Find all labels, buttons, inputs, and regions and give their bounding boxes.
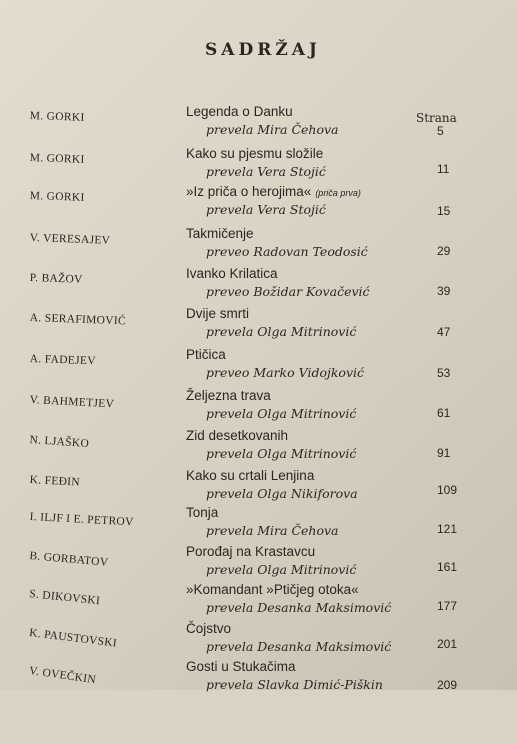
toc-work-title-text: Gosti u Stukačima bbox=[186, 659, 296, 674]
toc-page-number: 109 bbox=[437, 483, 458, 497]
toc-work-title bbox=[186, 184, 361, 199]
toc-work-title bbox=[186, 104, 293, 119]
toc-translator: preveo Marko Vidojković bbox=[206, 365, 365, 380]
page-title: SADRŽAJ bbox=[205, 40, 321, 60]
toc-translator: prevela Desanka Maksimović bbox=[206, 600, 392, 615]
toc-work-title-text: Takmičenje bbox=[186, 226, 254, 241]
toc-translator: preveo Radovan Teodosić bbox=[206, 244, 368, 259]
page-column-label: Strana bbox=[416, 111, 457, 125]
toc-page-number: 39 bbox=[437, 284, 451, 298]
toc-work-title-text: Tonja bbox=[186, 505, 219, 520]
toc-work-title bbox=[186, 582, 359, 597]
toc-translator: prevela Olga Mitrinović bbox=[206, 324, 357, 339]
toc-author: M. GORKI bbox=[29, 152, 85, 166]
toc-work-title bbox=[186, 306, 249, 321]
toc-work-title bbox=[186, 505, 218, 520]
toc-page-number: 201 bbox=[437, 637, 458, 651]
toc-work-title-text: »Komandant »Ptičjeg otoka« bbox=[186, 582, 359, 597]
toc-work-title-text: Kako su pjesmu složile bbox=[186, 146, 324, 161]
toc-translator: prevela Slavka Dimić-Piškin bbox=[206, 677, 383, 692]
toc-author: N. LJAŠKO bbox=[29, 434, 90, 451]
toc-work-title-text: Dvije smrti bbox=[186, 306, 249, 321]
toc-page-number: 209 bbox=[437, 678, 458, 692]
toc-page-number: 53 bbox=[437, 366, 451, 380]
toc-work-note: (priča prva) bbox=[315, 188, 361, 198]
toc-page-number: 29 bbox=[437, 244, 451, 258]
toc-author: K. PAUSTOVSKI bbox=[28, 627, 118, 650]
toc-author: V. BAHMETJEV bbox=[29, 394, 115, 411]
toc-author: A. SERAFIMOVIĆ bbox=[29, 312, 127, 328]
toc-page-number: 177 bbox=[437, 599, 458, 613]
toc-work-title bbox=[186, 428, 288, 443]
toc-translator: prevela Olga Nikiforova bbox=[206, 486, 358, 501]
toc-work-title-text: Kako su crtali Lenjina bbox=[186, 468, 315, 483]
toc-author: V. VERESAJEV bbox=[29, 232, 111, 247]
toc-work-title bbox=[186, 226, 254, 241]
toc-work-title bbox=[186, 388, 271, 403]
toc-work-title-text: Legenda o Danku bbox=[186, 104, 293, 119]
toc-work-title-text: Porođaj na Krastavcu bbox=[186, 544, 316, 559]
toc-translator: prevela Mira Čehova bbox=[206, 122, 339, 137]
toc-translator: prevela Vera Stojić bbox=[206, 202, 326, 217]
toc-author: K. FEĐIN bbox=[29, 474, 81, 489]
toc-page-number: 161 bbox=[437, 560, 458, 574]
toc-page-number: 121 bbox=[437, 522, 458, 536]
toc-author: B. GORBATOV bbox=[28, 550, 109, 569]
toc-page-number: 47 bbox=[437, 325, 451, 339]
toc-translator: prevela Mira Čehova bbox=[206, 523, 339, 538]
toc-work-title-text: Ivanko Krilatica bbox=[186, 266, 278, 281]
toc-work-title bbox=[186, 468, 314, 483]
toc-work-title-text: Ptičica bbox=[186, 347, 226, 362]
toc-work-title bbox=[186, 544, 315, 559]
toc-work-title-text: Čojstvo bbox=[186, 621, 232, 636]
toc-page-number: 5 bbox=[437, 124, 444, 138]
toc-translator: prevela Olga Mitrinović bbox=[206, 562, 357, 577]
toc-work-title bbox=[186, 659, 296, 674]
toc-page-number: 61 bbox=[437, 406, 451, 420]
toc-translator: prevela Olga Mitrinović bbox=[206, 406, 357, 421]
toc-author: V. OVEČKIN bbox=[28, 665, 97, 687]
toc-translator: preveo Božidar Kovačević bbox=[206, 284, 370, 299]
toc-work-title bbox=[186, 146, 323, 161]
toc-work-title-text: »Iz priča o herojima« bbox=[186, 184, 312, 199]
toc-translator: prevela Desanka Maksimović bbox=[206, 639, 392, 654]
toc-author: S. DIKOVSKI bbox=[28, 588, 101, 608]
toc-work-title bbox=[186, 266, 278, 281]
toc-page-number: 11 bbox=[437, 162, 450, 176]
toc-page-number: 15 bbox=[437, 204, 451, 218]
toc-page-number: 91 bbox=[437, 446, 451, 460]
toc-author: P. BAŽOV bbox=[29, 272, 83, 286]
toc-author: I. ILJF I E. PETROV bbox=[29, 511, 134, 529]
toc-work-title bbox=[186, 621, 231, 636]
toc-translator: prevela Vera Stojić bbox=[206, 164, 326, 179]
toc-translator: prevela Olga Mitrinović bbox=[206, 446, 357, 461]
toc-work-title-text: Željezna trava bbox=[186, 388, 271, 403]
toc-author: A. FADEJEV bbox=[29, 353, 97, 368]
toc-work-title bbox=[186, 347, 226, 362]
toc-author: M. GORKI bbox=[29, 190, 85, 204]
toc-work-title-text: Zid desetkovanih bbox=[186, 428, 289, 443]
toc-author: M. GORKI bbox=[29, 110, 85, 124]
